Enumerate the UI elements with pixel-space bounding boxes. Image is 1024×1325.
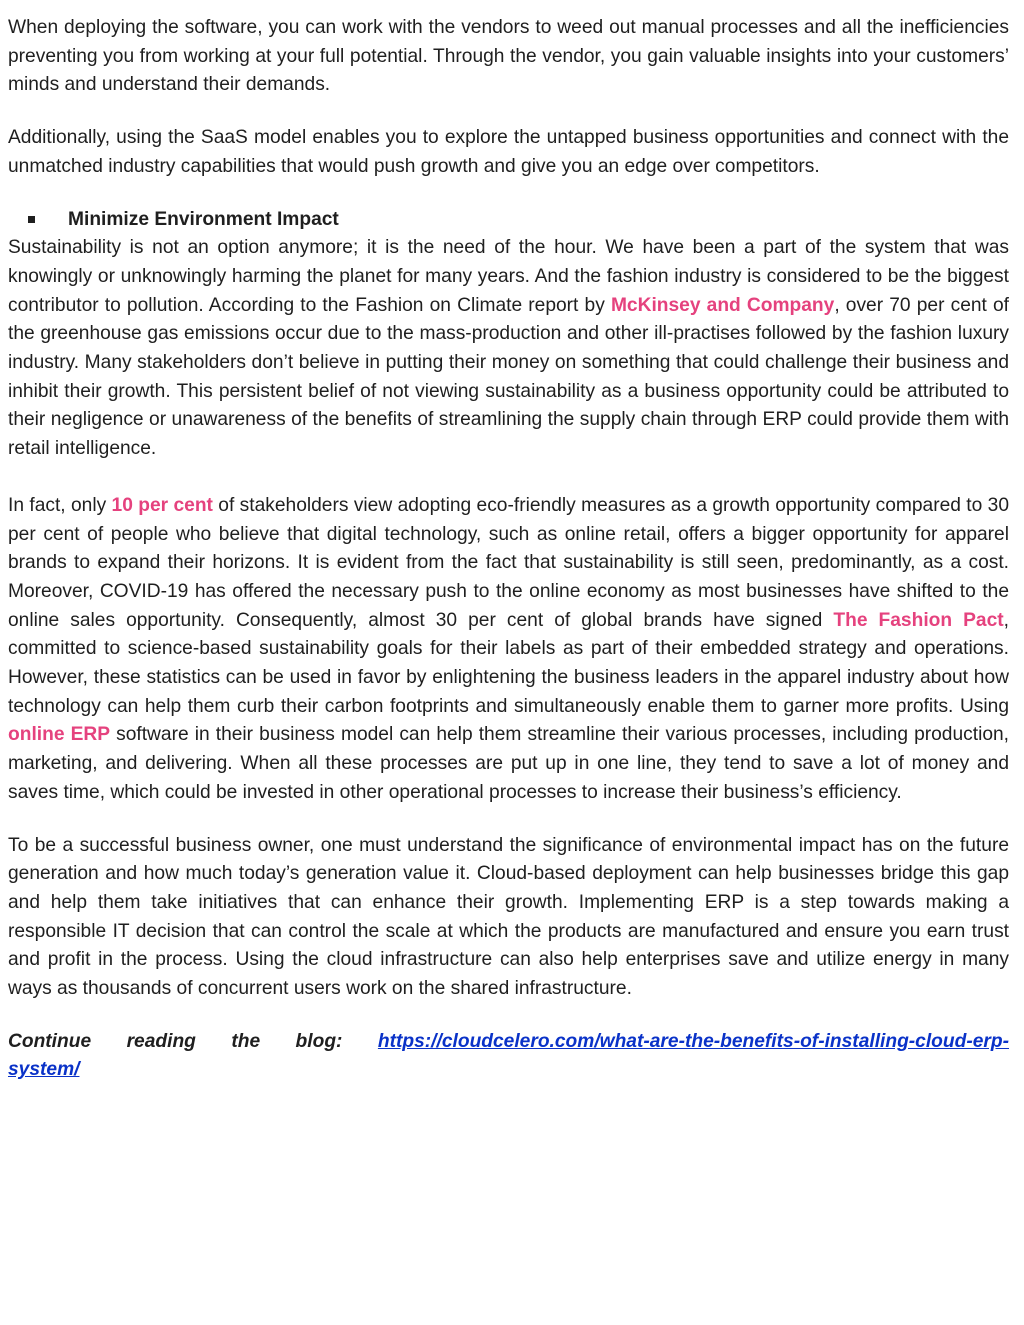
spacer [8,1004,1009,1028]
link-fashion-pact[interactable]: The Fashion Pact [833,609,1004,631]
spacer [8,464,1009,492]
link-online-erp[interactable]: online ERP [8,724,111,746]
continue-label: Continue reading the blog: [8,1030,343,1052]
paragraph-text: , committed to science-based sustainability goals for their labels as part of their embedded strategy and operations. However, these statistics can be used in favor by enlightening the business leaders in the apparel industry about how technology can help them curb their carbon footprints and simultaneously enable them to garner more profits. Using [8,609,1009,717]
paragraph-text: software in their business model can help them streamline their various processes, including production, marketing, and delivering. When all these processes are put up in one line, they tend to save a lot of money and saves time, which could be invested in other operational processes to increase their business’s efficiency. [8,724,1010,803]
paragraph-text: of stakeholders view adopting eco-friendly measures as a growth opportunity compared to 30 per cent of people who believe that digital technology, such as online retail, offers a bigger opportunity for apparel brands to expand their horizons. It is evident from the fact that sustainability is still seen, predominantly, as a cost. Moreover, COVID-19 has offered the necessary push to the online economy as most businesses have shifted to the online sales opportunity. Consequently, almost 30 per cent of global brands have signed [8,494,1009,631]
continue-reading-line [8,1028,1009,1057]
paragraph-saas: Additionally, using the SaaS model enables you to explore the untapped business opportunities and connect with the unmatched industry capabilities that would push growth and give you an edge over competitors. [8,127,1009,177]
square-bullet-icon [28,216,35,223]
spacer [8,182,1009,206]
spacer [8,808,1009,832]
paragraph-sustainability [8,234,1009,464]
blog-url-link-continued[interactable]: system/ [8,1059,80,1081]
link-mckinsey[interactable]: McKinsey and Company [610,294,835,316]
paragraph-business-owner: To be a successful business owner, one must understand the significance of environmental impact has on the future generation and how much today’s generation value it. Cloud-based deployment can help businesses bridge this gap and help them take initiatives that can enhance their growth. Implementing ERP is a step towards making a responsible IT decision that can control the scale at which the products are manufactured and ensure you earn trust and profit in the process. Using the cloud infrastructure can also help enterprises save and utilize energy in many ways as thousands of concurrent users work on the shared infrastructure. [8,834,1009,1000]
paragraph-text: In fact, only [8,494,112,516]
blog-url-link[interactable]: https://cloudcelero.com/what-are-the-benefits-of-installing-cloud-erp- [377,1030,1009,1052]
paragraph-deploying: When deploying the software, you can work with the vendors to weed out manual processes and all the inefficiencies preventing you from working at your full potential. Through the vendor, you gain valuable insights into your customers’ minds and understand their demands. [8,17,1009,96]
section-heading: Minimize Environment Impact [68,208,339,230]
paragraph-text: Sustainability is not an option anymore; it is the need of the hour. We have been a part of the system that was knowingly or unknowingly harming the planet for many years. And the fashion industry is considered to be the biggest contributor to pollution. According to the Fashion on Climate report by [8,237,1009,316]
document-page [8,14,1009,1085]
spacer [8,100,1009,124]
paragraph-stakeholders [8,492,1009,808]
link-10-per-cent[interactable]: 10 per cent [111,494,213,516]
section-heading-row [8,206,1009,235]
continue-reading-line-2 [8,1056,1009,1085]
paragraph-text: , over 70 per cent of the greenhouse gas emissions occur due to the mass-production and other ill-practises followed by the fashion luxury industry. Many stakeholders don’t believe in putting their money on something that could challenge their business and inhibit their growth. This persistent belief of not viewing sustainability as a business opportunity could be attributed to their negligence or unawareness of the benefits of streamlining the supply chain through ERP could provide them with retail intelligence. [8,294,1010,460]
